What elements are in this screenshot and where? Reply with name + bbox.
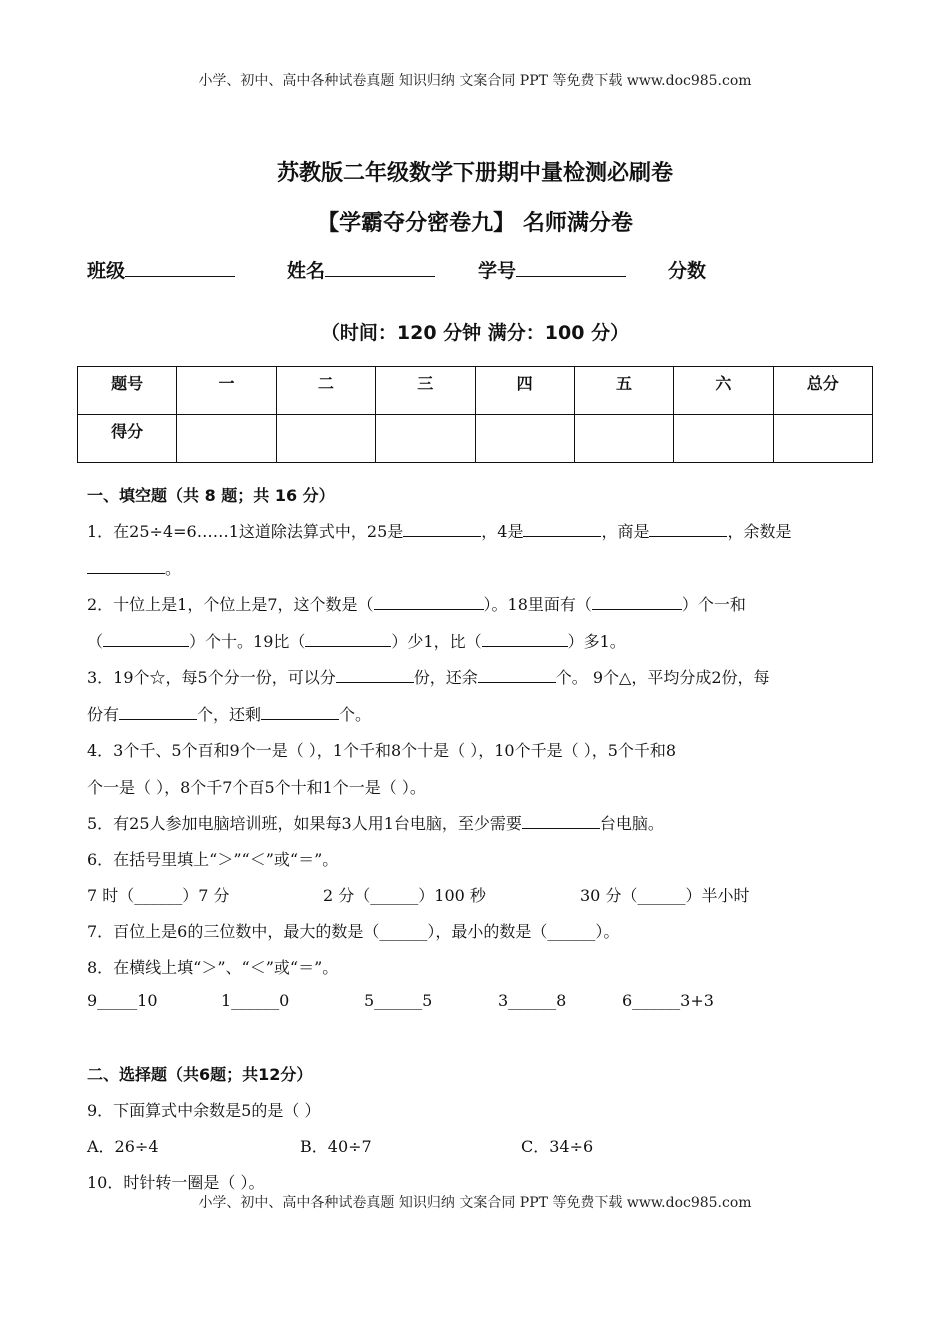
section1-heading: 一、填空题（共 8 题；共 16 分）	[87, 486, 335, 505]
answer-blank[interactable]	[305, 632, 391, 647]
score-table-header-cell: 四	[475, 367, 574, 415]
option-a[interactable]: A．26÷4	[87, 1137, 159, 1156]
question-4: 4．3个千、5个百和9个一是（ ），1个千和8个十是（ ），10个千是（ ），5个千和8	[87, 741, 677, 760]
score-table-header-cell: 总分	[773, 367, 872, 415]
answer-blank[interactable]	[478, 668, 556, 683]
question-6: 6．在括号里填上“＞”“＜”或“＝”。	[87, 850, 339, 869]
answer-blank[interactable]	[336, 668, 414, 683]
question-1-cont: 。	[87, 556, 181, 579]
compare-item: 2 分（______）100 秒	[323, 886, 486, 905]
score-cell[interactable]	[773, 415, 872, 463]
compare-item: 9_____10	[87, 991, 158, 1010]
answer-blank[interactable]	[523, 522, 601, 537]
option-c[interactable]: C．34÷6	[521, 1137, 594, 1156]
answer-blank[interactable]	[261, 705, 339, 720]
question-1: 1．在25÷4=6……1这道除法算式中，25是 ，4是 ，商是 ，余数是	[87, 522, 792, 541]
question-10: 10．时针转一圈是（ ）。	[87, 1173, 265, 1192]
compare-item: 3______8	[498, 991, 567, 1010]
compare-item: 5______5	[364, 991, 433, 1010]
score-cell[interactable]	[574, 415, 673, 463]
answer-blank[interactable]	[592, 595, 682, 610]
id-label: 学号	[478, 260, 517, 282]
id-field	[478, 256, 626, 283]
answer-blank[interactable]	[522, 814, 600, 829]
class-label: 班级	[87, 260, 126, 282]
score-table-header-cell: 五	[574, 367, 673, 415]
compare-item: 30 分（______）半小时	[580, 886, 750, 905]
answer-blank[interactable]	[403, 522, 481, 537]
answer-blank[interactable]	[103, 632, 189, 647]
question-8: 8．在横线上填“＞”、“＜”或“＝”。	[87, 958, 339, 977]
score-row-label: 得分	[78, 415, 177, 463]
answer-blank[interactable]	[119, 705, 197, 720]
question-3-cont: 份有 个，还剩 个。	[87, 705, 372, 724]
score-table	[77, 366, 873, 463]
question-3: 3．19个☆，每5个分一份，可以分 份，还余 个。 9个△，平均分成2份，每	[87, 668, 770, 687]
compare-item: 7 时（______）7 分	[87, 886, 230, 905]
page-header: 小学、初中、高中各种试卷真题 知识归纳 文案合同 PPT 等免费下载 www.doc985.com	[198, 73, 752, 89]
exam-title: 苏教版二年级数学下册期中量检测必刷卷	[276, 161, 673, 186]
answer-blank[interactable]	[649, 522, 727, 537]
score-table-header-cell: 一	[177, 367, 276, 415]
page-footer: 小学、初中、高中各种试卷真题 知识归纳 文案合同 PPT 等免费下载 www.doc985.com	[198, 1195, 752, 1211]
score-cell[interactable]	[376, 415, 475, 463]
class-blank[interactable]	[125, 258, 235, 277]
question-5: 5．有25人参加电脑培训班，如果每3人用1台电脑，至少需要 台电脑。	[87, 814, 664, 833]
score-table-header-cell: 六	[674, 367, 773, 415]
option-b[interactable]: B．40÷7	[300, 1137, 372, 1156]
score-cell[interactable]	[475, 415, 574, 463]
score-table-score-row	[78, 415, 873, 463]
score-label: 分数	[668, 260, 707, 282]
score-table-header-cell: 题号	[78, 367, 177, 415]
answer-blank[interactable]	[374, 595, 484, 610]
score-cell[interactable]	[276, 415, 375, 463]
compare-item: 1______0	[221, 991, 290, 1010]
question-2: 2．十位上是1，个位上是7，这个数是（ ）。18里面有（ ）个一和	[87, 595, 746, 614]
time-info: （时间：120 分钟 满分：100 分）	[320, 322, 630, 344]
id-blank[interactable]	[516, 258, 626, 277]
question-2-cont: （ ）个十。19比（ ）少1，比（ ）多1。	[87, 632, 626, 651]
answer-blank[interactable]	[87, 559, 165, 574]
name-label: 姓名	[287, 260, 326, 282]
exam-subtitle: 【学霸夺分密卷九】 名师满分卷	[317, 211, 633, 236]
class-field	[87, 256, 235, 283]
name-field	[287, 256, 435, 283]
score-table-header-row	[78, 367, 873, 415]
question-9: 9．下面算式中余数是5的是（ ）	[87, 1101, 321, 1120]
section2-heading: 二、选择题（共6题；共12分）	[87, 1065, 313, 1084]
compare-item: 6______3+3	[622, 991, 714, 1010]
score-cell[interactable]	[177, 415, 276, 463]
score-table-header-cell: 二	[276, 367, 375, 415]
score-table-header-cell: 三	[376, 367, 475, 415]
question-7: 7．百位上是6的三位数中，最大的数是（______），最小的数是（______）。	[87, 922, 620, 941]
name-blank[interactable]	[325, 258, 435, 277]
score-cell[interactable]	[674, 415, 773, 463]
answer-blank[interactable]	[482, 632, 568, 647]
question-4-cont: 个一是（ ），8个千7个百5个十和1个一是（ ）。	[87, 778, 426, 797]
